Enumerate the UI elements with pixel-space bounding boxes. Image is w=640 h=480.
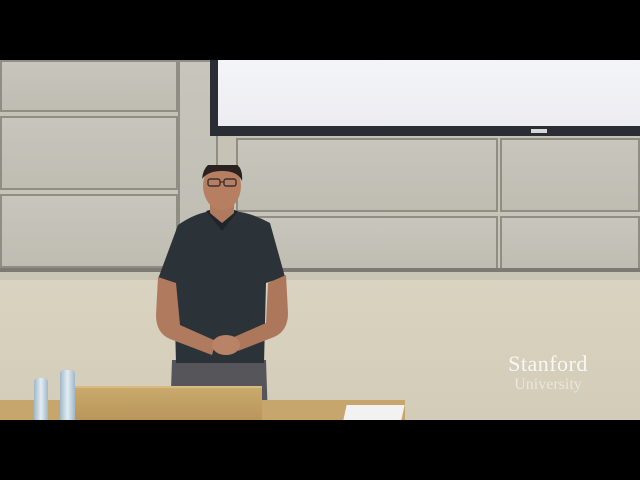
podium: [72, 386, 262, 420]
screen-indicator-light: [531, 129, 547, 133]
projection-screen: [218, 60, 640, 126]
chalkboard-right-bottom-b: [500, 216, 640, 270]
water-bottle-left: [34, 378, 48, 420]
watermark-name: Stanford: [508, 351, 588, 376]
watermark-subtitle: University: [514, 376, 582, 393]
chalkboard-left-top: [0, 60, 178, 112]
lecture-scene: [0, 60, 640, 420]
stanford-watermark: [488, 352, 608, 394]
chalk-ledge: [0, 268, 640, 272]
paper-notes: [343, 405, 404, 420]
lecturer: [150, 165, 295, 420]
chalkboard-right-top-b: [500, 138, 640, 212]
water-bottle-right: [60, 370, 75, 420]
